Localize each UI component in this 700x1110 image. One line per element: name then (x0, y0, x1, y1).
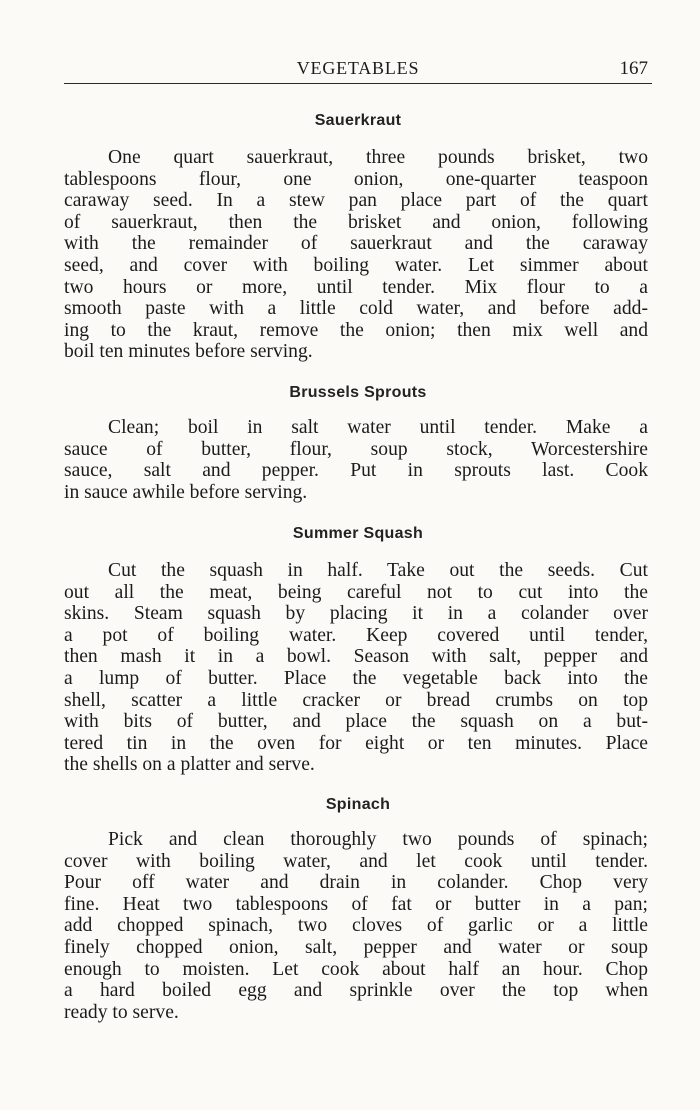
text-line: with the remainder of sauerkraut and the caraway (64, 233, 648, 255)
text-line: caraway seed. In a stew pan place part of the quart (64, 190, 648, 212)
text-line: ing to the kraut, remove the onion; then mix well and (64, 319, 648, 341)
text-line: fine. Heat two tablespoons of fat or butter in a pan; (64, 893, 648, 915)
text-line: with bits of butter, and place the squash on a but- (64, 711, 648, 733)
text-line: a lump of butter. Place the vegetable back into the (64, 667, 648, 689)
recipe-title-summer-squash: Summer Squash (292, 525, 424, 542)
text-line: boil ten minutes before serving. (64, 341, 313, 363)
text-line: sauce, salt and pepper. Put in sprouts last. Cook (64, 460, 648, 482)
recipe-body-sauerkraut (64, 147, 648, 363)
text-line: smooth paste with a little cold water, and before add- (64, 298, 648, 320)
text-line: enough to moisten. Let cook about half an hour. Chop (64, 958, 648, 980)
recipe-body-spinach (64, 829, 648, 1023)
text-line: ready to serve. (64, 1001, 179, 1023)
text-line: seed, and cover with boiling water. Let simmer about (64, 254, 648, 276)
running-head (64, 58, 652, 84)
text-line: One quart sauerkraut, three pounds brisket, two (108, 147, 648, 168)
recipe-title-brussels-sprouts: Brussels Sprouts (289, 384, 427, 401)
page-number: 167 (619, 58, 648, 79)
text-line: cover with boiling water, and let cook until tender. (64, 850, 648, 872)
text-line: the shells on a platter and serve. (64, 754, 315, 776)
text-line: a hard boiled egg and sprinkle over the top when (64, 980, 648, 1002)
text-line: tablespoons flour, one onion, one-quarter teaspoon (64, 168, 648, 190)
header-rule (64, 83, 652, 84)
text-line: finely chopped onion, salt, pepper and water or soup (64, 936, 648, 958)
text-line: two hours or more, until tender. Mix flour to a (64, 276, 648, 298)
text-line: Pick and clean thoroughly two pounds of spinach; (108, 829, 648, 850)
text-line: a pot of boiling water. Keep covered until tender, (64, 624, 648, 646)
text-line: in sauce awhile before serving. (64, 481, 308, 503)
text-line: shell, scatter a little cracker or bread crumbs on top (64, 689, 648, 711)
text-line: skins. Steam squash by placing it in a colander over (64, 603, 648, 625)
text-line: sauce of butter, flour, soup stock, Worcestershire (64, 438, 648, 460)
text-line: then mash it in a bowl. Season with salt, pepper and (64, 646, 648, 668)
text-line: add chopped spinach, two cloves of garlic or a little (64, 915, 648, 937)
text-line: Clean; boil in salt water until tender. Make a (108, 417, 648, 438)
recipe-title-sauerkraut: Sauerkraut (314, 112, 402, 129)
recipe-body-summer-squash (64, 560, 648, 776)
text-line: tered tin in the oven for eight or ten minutes. Place (64, 732, 648, 754)
recipe-body-brussels-sprouts (64, 417, 648, 503)
text-line: Pour off water and drain in colander. Chop very (64, 872, 648, 894)
text-line: Cut the squash in half. Take out the seeds. Cut (108, 560, 648, 581)
running-head-title: VEGETABLES (296, 58, 420, 78)
text-line: out all the meat, being careful not to cut into the (64, 581, 648, 603)
text-line: of sauerkraut, then the brisket and onion, following (64, 211, 648, 233)
recipe-title-spinach: Spinach (325, 796, 391, 813)
